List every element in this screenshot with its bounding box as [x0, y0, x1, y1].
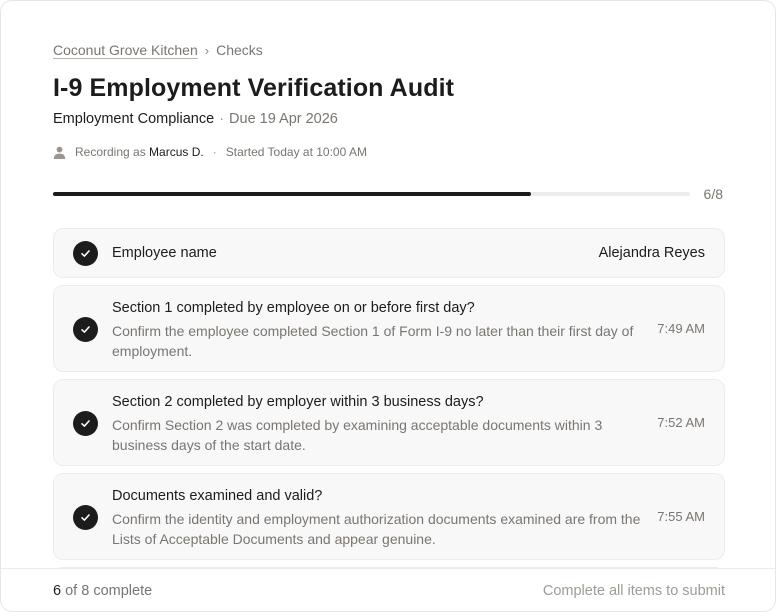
progress-count: 6/8: [703, 186, 723, 202]
item-description: Confirm Section 2 was completed by examining acceptable documents within 3 business days of the start date.: [112, 417, 603, 453]
item-description: Confirm the identity and employment authorization documents examined are from the Lists of Acceptable Documents and appear genuine.: [112, 511, 641, 547]
recording-meta: [53, 145, 367, 159]
started-time: Started Today at 10:00 AM: [225, 145, 367, 159]
due-date: Due 19 Apr 2026: [229, 111, 338, 127]
item-value: Alejandra Reyes: [598, 245, 705, 261]
breadcrumb-current: Checks: [216, 42, 263, 58]
item-label: Documents examined and valid?: [112, 488, 323, 504]
item-label: Section 2 completed by employer within 3 business days?: [112, 394, 484, 410]
recording-user: Marcus D.: [149, 145, 204, 159]
item-timestamp: 7:52 AM: [657, 415, 705, 430]
item-description: Confirm the employee completed Section 1 of Form I-9 no later than their first day of employment.: [112, 323, 634, 359]
breadcrumb-separator: ›: [204, 42, 210, 58]
checklist-subtitle: [53, 111, 338, 127]
checklist-item[interactable]: [53, 228, 725, 278]
meta-separator: ·: [212, 145, 217, 159]
person-icon: [53, 146, 66, 159]
page-title: I-9 Employment Verification Audit: [53, 74, 455, 102]
checklist-item[interactable]: [53, 285, 725, 372]
progress-bar: [53, 192, 690, 196]
item-timestamp: 7:49 AM: [657, 321, 705, 336]
breadcrumb-link-location[interactable]: Coconut Grove Kitchen: [53, 42, 198, 58]
progress-bar-fill: [53, 192, 531, 196]
category-label: Employment Compliance: [53, 111, 215, 127]
item-timestamp: 7:55 AM: [657, 509, 705, 524]
completion-summary: [53, 583, 152, 599]
item-label: Employee name: [112, 245, 217, 261]
check-icon[interactable]: [73, 411, 98, 436]
submit-button[interactable]: Complete all items to submit: [542, 583, 725, 599]
breadcrumb: [53, 42, 263, 58]
subtitle-separator: ·: [219, 111, 225, 127]
check-icon[interactable]: [73, 241, 98, 266]
checklist-items: [53, 228, 725, 607]
footer-bar: [1, 568, 776, 612]
completion-count: 6: [53, 583, 62, 599]
recording-prefix: Recording as: [75, 145, 150, 159]
item-label: Section 1 completed by employee on or before first day?: [112, 300, 475, 316]
completion-suffix: of 8 complete: [61, 583, 153, 599]
check-icon[interactable]: [73, 505, 98, 530]
check-icon[interactable]: [73, 317, 98, 342]
checklist-item[interactable]: [53, 379, 725, 466]
checklist-item[interactable]: [53, 473, 725, 560]
